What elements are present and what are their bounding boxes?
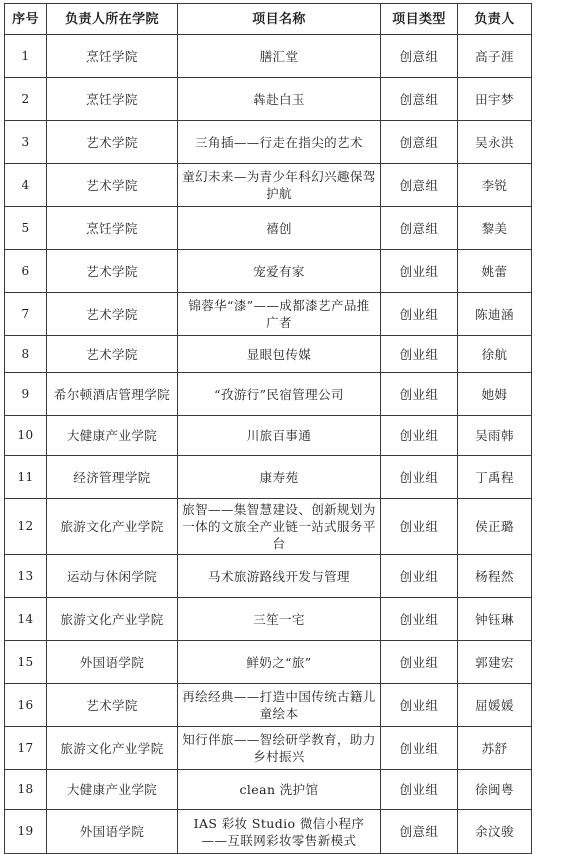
table-row <box>5 250 532 293</box>
cell-no: 3 <box>5 121 47 164</box>
cell-type: 创业组 <box>381 293 458 336</box>
cell-project: 禧创 <box>178 207 381 250</box>
table-row <box>5 78 532 121</box>
cell-no: 2 <box>5 78 47 121</box>
cell-type: 创意组 <box>381 78 458 121</box>
table-row <box>5 207 532 250</box>
cell-type: 创意组 <box>381 35 458 78</box>
cell-leader: 苏舒 <box>458 727 532 770</box>
cell-project: 川旅百事通 <box>178 416 381 456</box>
header-college: 负责人所在学院 <box>47 4 178 35</box>
cell-leader: 徐航 <box>458 336 532 373</box>
cell-no: 8 <box>5 336 47 373</box>
cell-leader: 田宇梦 <box>458 78 532 121</box>
cell-project: clean 洗护馆 <box>178 770 381 810</box>
cell-no: 11 <box>5 456 47 499</box>
cell-college: 希尔顿酒店管理学院 <box>47 373 178 416</box>
cell-college: 旅游文化产业学院 <box>47 727 178 770</box>
cell-no: 4 <box>5 164 47 207</box>
project-table <box>4 3 532 854</box>
cell-project: 马术旅游路线开发与管理 <box>178 555 381 598</box>
cell-leader: 徐闽粤 <box>458 770 532 810</box>
cell-project: 犇赴白玉 <box>178 78 381 121</box>
cell-type: 创意组 <box>381 164 458 207</box>
cell-leader: 屈媛媛 <box>458 684 532 727</box>
cell-no: 17 <box>5 727 47 770</box>
cell-no: 1 <box>5 35 47 78</box>
cell-college: 艺术学院 <box>47 684 178 727</box>
cell-college: 大健康产业学院 <box>47 770 178 810</box>
table-row <box>5 121 532 164</box>
cell-college: 艺术学院 <box>47 336 178 373</box>
cell-leader: 钟钰琳 <box>458 598 532 641</box>
cell-college: 艺术学院 <box>47 121 178 164</box>
table-row <box>5 641 532 684</box>
table-row <box>5 416 532 456</box>
cell-leader: 吴永洪 <box>458 121 532 164</box>
cell-type: 创业组 <box>381 336 458 373</box>
cell-type: 创业组 <box>381 598 458 641</box>
cell-college: 烹饪学院 <box>47 35 178 78</box>
cell-type: 创业组 <box>381 456 458 499</box>
cell-college: 大健康产业学院 <box>47 416 178 456</box>
cell-leader: 郭建宏 <box>458 641 532 684</box>
cell-type: 创业组 <box>381 416 458 456</box>
cell-no: 10 <box>5 416 47 456</box>
table-header-row <box>5 4 532 35</box>
cell-no: 14 <box>5 598 47 641</box>
cell-project: 康寿苑 <box>178 456 381 499</box>
cell-college: 运动与休闲学院 <box>47 555 178 598</box>
header-no: 序号 <box>5 4 47 35</box>
cell-leader: 杨程然 <box>458 555 532 598</box>
cell-project: 锦蓉华“漆”——成都漆艺产品推广者 <box>178 293 381 336</box>
cell-no: 9 <box>5 373 47 416</box>
header-leader: 负责人 <box>458 4 532 35</box>
cell-no: 19 <box>5 810 47 854</box>
cell-project: 三角插——行走在指尖的艺术 <box>178 121 381 164</box>
cell-type: 创意组 <box>381 810 458 854</box>
cell-leader: 吴雨韩 <box>458 416 532 456</box>
cell-project: “孜游行”民宿管理公司 <box>178 373 381 416</box>
cell-college: 外国语学院 <box>47 641 178 684</box>
table-row <box>5 770 532 810</box>
cell-no: 15 <box>5 641 47 684</box>
table-row <box>5 35 532 78</box>
table-row <box>5 499 532 555</box>
cell-type: 创意组 <box>381 207 458 250</box>
cell-leader: 姚蕾 <box>458 250 532 293</box>
cell-no: 6 <box>5 250 47 293</box>
table-row <box>5 727 532 770</box>
cell-college: 艺术学院 <box>47 250 178 293</box>
cell-type: 创业组 <box>381 499 458 555</box>
header-type: 项目类型 <box>381 4 458 35</box>
cell-leader: 她姆 <box>458 373 532 416</box>
table-row <box>5 373 532 416</box>
table-row <box>5 293 532 336</box>
cell-leader: 丁禹程 <box>458 456 532 499</box>
cell-college: 烹饪学院 <box>47 78 178 121</box>
cell-no: 18 <box>5 770 47 810</box>
cell-project: 知行伴旅——智绘研学教育，助力乡村振兴 <box>178 727 381 770</box>
cell-leader: 黎美 <box>458 207 532 250</box>
cell-project: 旅智——集智慧建设、创新规划为一体的文旅全产业链一站式服务平台 <box>178 499 381 555</box>
cell-no: 12 <box>5 499 47 555</box>
cell-type: 创意组 <box>381 121 458 164</box>
cell-college: 外国语学院 <box>47 810 178 854</box>
cell-leader: 李锐 <box>458 164 532 207</box>
cell-project: 显眼包传媒 <box>178 336 381 373</box>
cell-project: 三笙一宅 <box>178 598 381 641</box>
cell-project: IAS 彩妆 Studio 微信小程序——互联网彩妆零售新模式 <box>178 810 381 854</box>
cell-college: 旅游文化产业学院 <box>47 598 178 641</box>
cell-project: 童幻未来—为青少年科幻兴趣保驾护航 <box>178 164 381 207</box>
table-row <box>5 164 532 207</box>
cell-type: 创业组 <box>381 641 458 684</box>
cell-project: 鲜奶之“旅” <box>178 641 381 684</box>
cell-college: 艺术学院 <box>47 293 178 336</box>
cell-college: 经济管理学院 <box>47 456 178 499</box>
cell-no: 7 <box>5 293 47 336</box>
cell-project: 宠爱有家 <box>178 250 381 293</box>
table-row <box>5 336 532 373</box>
cell-college: 旅游文化产业学院 <box>47 499 178 555</box>
cell-leader: 高子涯 <box>458 35 532 78</box>
table-body <box>5 35 532 854</box>
cell-project: 膳汇堂 <box>178 35 381 78</box>
cell-college: 烹饪学院 <box>47 207 178 250</box>
table-container <box>4 3 532 854</box>
cell-college: 艺术学院 <box>47 164 178 207</box>
header-project: 项目名称 <box>178 4 381 35</box>
cell-type: 创业组 <box>381 770 458 810</box>
cell-type: 创业组 <box>381 373 458 416</box>
table-row <box>5 684 532 727</box>
cell-type: 创业组 <box>381 250 458 293</box>
cell-project: 再绘经典——打造中国传统古籍儿童绘本 <box>178 684 381 727</box>
cell-leader: 余汶骏 <box>458 810 532 854</box>
table-row <box>5 456 532 499</box>
table-row <box>5 598 532 641</box>
cell-leader: 陈迪涵 <box>458 293 532 336</box>
cell-no: 16 <box>5 684 47 727</box>
table-row <box>5 555 532 598</box>
cell-type: 创业组 <box>381 727 458 770</box>
cell-no: 5 <box>5 207 47 250</box>
cell-type: 创业组 <box>381 555 458 598</box>
cell-leader: 侯正璐 <box>458 499 532 555</box>
cell-type: 创业组 <box>381 684 458 727</box>
cell-no: 13 <box>5 555 47 598</box>
